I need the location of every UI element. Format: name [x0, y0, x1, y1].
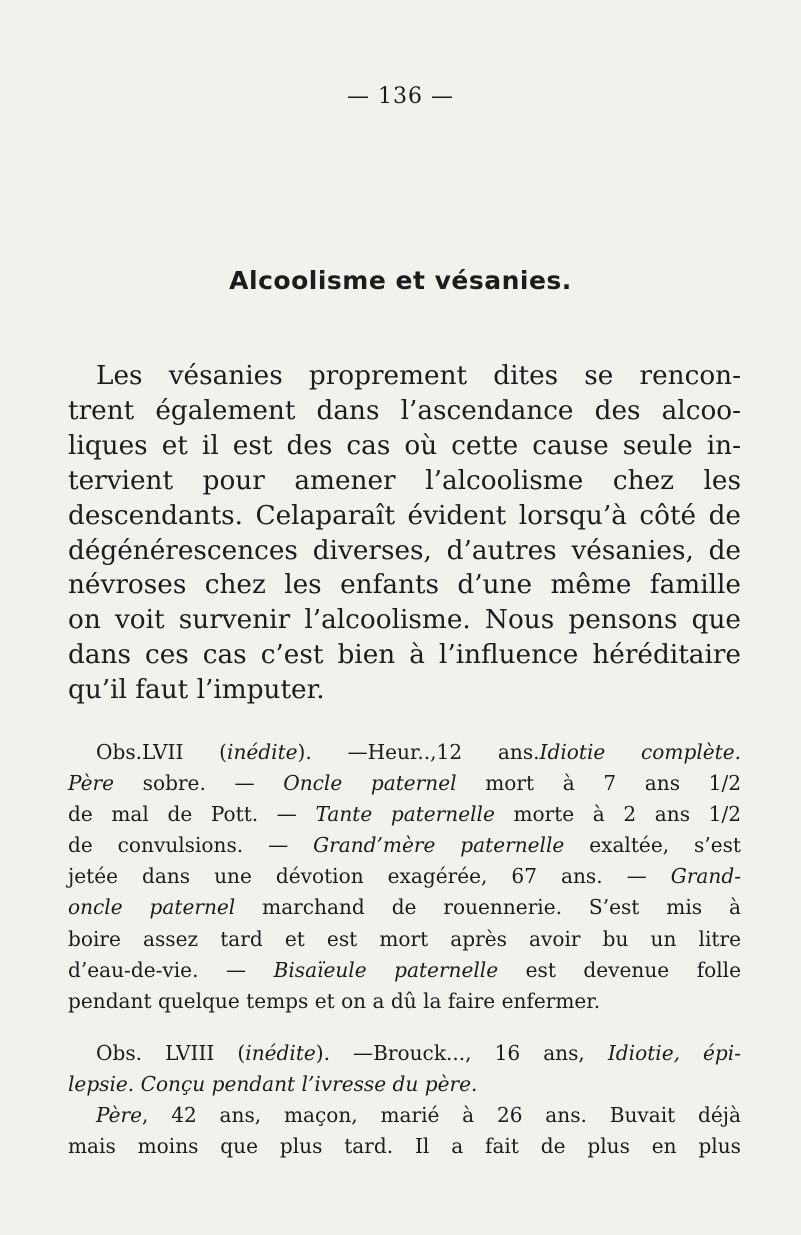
obs-line	[68, 892, 741, 923]
obs-line: pendant quelque temps et on a dû la faire enfermer.	[68, 988, 601, 1013]
paragraph-line: tervient pour amener l’alcoolisme chez les	[68, 465, 741, 496]
obs-line	[68, 737, 741, 768]
obs-diagnosis: Idiotie, épi-	[607, 1041, 741, 1065]
obs-line	[68, 799, 741, 830]
obs-line	[68, 955, 741, 986]
paragraph-line: qu’il faut l’imputer.	[68, 675, 325, 706]
obs-text: d’eau-de-vie. —	[68, 957, 274, 982]
obs-status: inédite	[245, 1041, 316, 1065]
obs-line	[68, 1038, 741, 1069]
obs-text: mort à 7 ans 1/2	[456, 771, 742, 796]
paragraph-line: dégénérescences diverses, d’autres vésanies, de	[68, 535, 741, 566]
paragraph-line: Les vésanies proprement dites se rencon-	[96, 361, 741, 391]
obs-diagnosis: Idiotie complète.	[539, 740, 741, 764]
relative-term: oncle paternel	[68, 895, 236, 920]
relative-term: Tante paternelle	[315, 802, 495, 827]
relative-term: Oncle paternel	[283, 771, 457, 796]
obs-diagnosis: lepsie. Conçu pendant l’ivresse du père.	[68, 1072, 478, 1097]
obs-text: sobre. —	[114, 771, 284, 796]
page-number: — 136 —	[347, 84, 454, 109]
obs-line	[68, 1069, 741, 1100]
relative-term: Grand’mère paternelle	[313, 833, 565, 858]
obs-text: de mal de Pott. —	[68, 802, 316, 827]
obs-line	[68, 1100, 741, 1131]
relative-term: Père	[96, 1103, 143, 1128]
obs-patient: ). —Heur..,12 ans.	[297, 740, 540, 764]
main-paragraph	[68, 359, 741, 708]
obs-text: marchand de rouennerie. S’est mis à	[235, 895, 741, 920]
obs-patient: ). —Brouck..., 16 ans,	[315, 1041, 608, 1065]
paragraph-line: trent également dans l’ascendance des alcoo-	[68, 395, 741, 426]
chapter-title: Alcoolisme et vésanies.	[229, 266, 572, 295]
relative-term: Père	[68, 771, 115, 796]
obs-text: exaltée, s’est	[564, 833, 741, 858]
obs-line	[68, 830, 741, 861]
paragraph-line: dans ces cas c’est bien à l’influence héréditaire	[68, 640, 741, 671]
observation-lviii	[68, 1038, 741, 1162]
paragraph-line: névroses chez les enfants d’une même famille	[68, 570, 741, 601]
paragraph-line: on voit survenir l’alcoolisme. Nous pensons que	[68, 605, 741, 636]
obs-text: de convulsions. —	[68, 833, 314, 858]
observation-lvii	[68, 737, 741, 1017]
relative-term: Grand-	[670, 864, 741, 889]
paragraph-line: liques et il est des cas où cette cause seule in-	[68, 430, 741, 461]
obs-label: Obs. LVIII (	[96, 1041, 246, 1065]
obs-line: mais moins que plus tard. Il a fait de plus en plus	[68, 1134, 741, 1159]
relative-term: Bisaïeule paternelle	[273, 957, 499, 982]
obs-line	[68, 768, 741, 799]
obs-line	[68, 861, 741, 892]
obs-text: morte à 2 ans 1/2	[494, 802, 741, 827]
paragraph-line: descendants. Celaparaît évident lorsqu’à côté de	[68, 500, 741, 531]
obs-text: est devenue folle	[498, 957, 741, 982]
obs-line: boire assez tard et est mort après avoir bu un litre	[68, 926, 741, 951]
obs-label: Obs.LVII (	[96, 740, 228, 764]
obs-text: , 42 ans, maçon, marié à 26 ans. Buvait déjà	[142, 1103, 741, 1128]
obs-text: jetée dans une dévotion exagérée, 67 ans. —	[68, 864, 671, 889]
obs-status: inédite	[227, 740, 298, 764]
